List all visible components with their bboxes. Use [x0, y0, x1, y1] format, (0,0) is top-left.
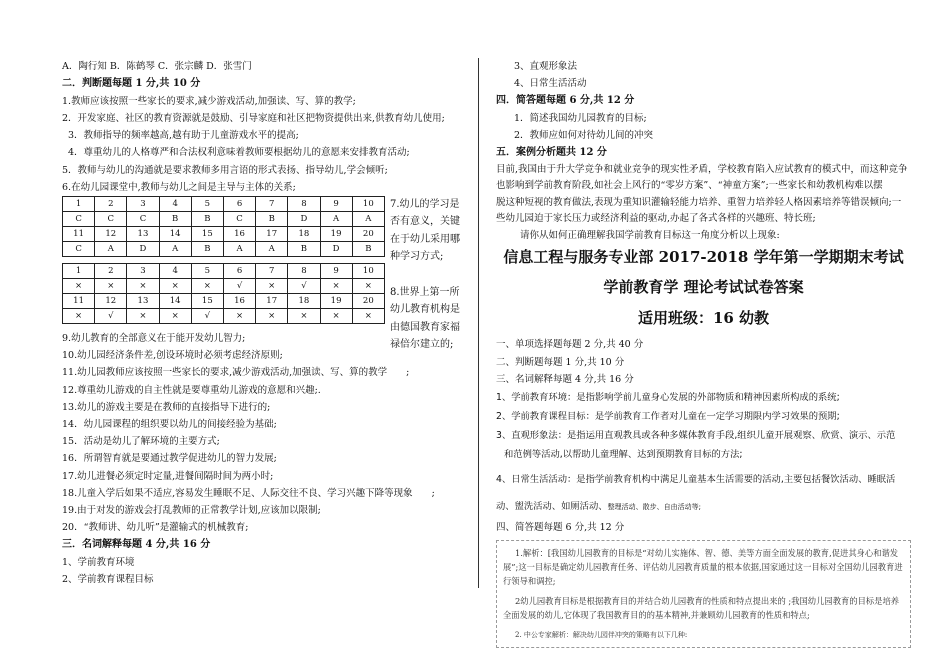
answer-sheet-title: 信息工程与服务专业部 2017-2018 学年第一学期期末考试	[503, 248, 904, 267]
table-cell: ×	[127, 308, 159, 323]
mc-options-line: A．陶行知 B．陈鹤琴 C．张宗麟 D．张雪门	[62, 61, 252, 72]
table-cell: B	[191, 241, 223, 256]
table-cell: D	[288, 211, 320, 226]
definition: 4、日常生活活动：是指学前教育机构中满足儿童基本生活需要的活动,主要包括餐饮活动、睡眠活	[496, 473, 896, 485]
table-cell: C	[127, 211, 159, 226]
table-cell: 18	[288, 226, 320, 241]
table-cell: A	[352, 211, 384, 226]
table-cell: ×	[63, 308, 95, 323]
table-cell: ×	[320, 278, 352, 293]
short-answer-item: 2．教师应如何对待幼儿间的冲突	[514, 130, 654, 142]
tf-item: 6.在幼儿园课堂中,教师与幼儿之间是主导与主体的关系;	[62, 181, 296, 193]
table-row	[63, 241, 385, 256]
table-cell: √	[191, 308, 223, 323]
table-cell: ×	[63, 278, 95, 293]
note-paragraph: 1.解析：[我国幼儿园教育的目标是“对幼儿实施体、智、德、美等方面全面发展的教育,促进其身心和谐发展”;这一目标是确定幼儿园教育任务、评估幼儿园教育质量的根本依据,国家通过这一目标对全国幼儿园教育进行领导和调控;	[503, 548, 903, 587]
table-cell: 2	[95, 196, 127, 211]
answer-notes	[496, 540, 911, 648]
table-cell: 20	[352, 293, 384, 308]
table-cell: ×	[223, 308, 255, 323]
section-2-heading: 二．判断题每题 1 分,共 10 分	[62, 78, 201, 90]
table-cell: 12	[95, 226, 127, 241]
right-column	[496, 58, 911, 648]
tf-item: 1.教师应该按照一些家长的要求,减少游戏活动,加强读、写、算的教学;	[62, 95, 356, 107]
tf-item: 14．幼儿园课程的组织要以幼儿的间接经验为基础;	[62, 418, 277, 430]
section-3-heading: 三．名词解释每题 4 分,共 16 分	[62, 539, 211, 551]
tf-item: 13.幼儿的游戏主要是在教师的直接指导下进行的;	[62, 401, 271, 413]
table-cell: 13	[127, 293, 159, 308]
table-cell: 19	[320, 293, 352, 308]
table-cell: ×	[320, 308, 352, 323]
table-cell: B	[191, 211, 223, 226]
answer-section: 一、单项选择题每题 2 分,共 40 分	[496, 339, 644, 351]
table-cell: D	[127, 241, 159, 256]
table-cell: A	[223, 241, 255, 256]
table-cell: A	[159, 241, 191, 256]
tf-item: 11.幼儿园教师应该按照一些家长的要求,减少游戏活动,加强读、写、算的教学 ;	[62, 367, 410, 379]
table-cell: A	[95, 241, 127, 256]
table-cell: ×	[256, 278, 288, 293]
tf-item: 12.尊重幼儿游戏的自主性就是要尊重幼儿游戏的意愿和兴趣;.	[62, 384, 321, 396]
tf-item: 4．尊重幼儿的人格尊严和合法权利意味着教师要根据幼儿的意愿来安排教育活动;	[68, 147, 410, 159]
tf-item: 17.幼儿进餐必须定时定量,进餐间隔时间为两小时;	[62, 470, 274, 482]
table-cell: B	[256, 211, 288, 226]
term-item: 2、学前教育课程目标	[62, 574, 154, 586]
table-row	[63, 278, 385, 293]
note-paragraph: 2. 中公专家解析：解决幼儿园伴冲突的策略有以下几种:	[515, 631, 688, 640]
table-cell: A	[320, 211, 352, 226]
tf-item: 3．教师指导的频率越高,越有助于儿童游戏水平的提高;	[68, 130, 299, 142]
table-cell: √	[223, 278, 255, 293]
table-cell: C	[63, 241, 95, 256]
table-cell: 4	[159, 196, 191, 211]
table-cell: ×	[159, 278, 191, 293]
tf-item: 2．开发家庭、社区的教育资源就是鼓励、引导家庭和社区把物资提供出来,供教育幼儿使用;	[62, 112, 445, 124]
table-cell: ×	[191, 278, 223, 293]
table-cell: 3	[127, 263, 159, 278]
table-cell: 12	[95, 293, 127, 308]
section-5-heading: 五．案例分析题共 12 分	[496, 147, 607, 159]
table-row	[63, 211, 385, 226]
tf-item: 16．所谓智育就是要通过教学促进幼儿的智力发展;	[62, 453, 277, 465]
tf-item: 15．活动是幼儿了解环境的主要方式;	[62, 436, 220, 448]
table-cell: √	[288, 278, 320, 293]
short-answer-item: 1．简述我国幼儿园教育的目标;	[514, 112, 647, 124]
definition: 和范例等活动,以帮助儿童理解、达到预期教育目标的方法;	[504, 448, 743, 460]
table-cell: 20	[352, 226, 384, 241]
table-cell: C	[95, 211, 127, 226]
case-paragraph: 目前,我国由于升大学竞争和就业竞争的现实性矛盾，学校教育陷入应试教育的模式中，而这种竞争 也影响到学前教育阶段,如社会上风行的“零岁方案”、“神童方案”;一些家长和幼教机构难以摆 脱这种短视的教育做法,表现为重知识灌输轻能力培养、重智力培养轻人格因素培养等错误倾向;一 些幼儿园迫于家长压力或经济利益的驱动,办起了各式各样的兴趣班、特长班; 请你从如何正确理解我国学前教育目标这一角度分析以上现象:	[496, 163, 908, 241]
table-cell: 6	[223, 263, 255, 278]
left-column	[62, 58, 460, 588]
tf-item: 10.幼儿园经济条件差,创设环境时必须考虑经济原则;	[62, 350, 283, 362]
table-row	[63, 308, 385, 323]
table-cell: 2	[95, 263, 127, 278]
table-cell: C	[223, 211, 255, 226]
table-cell: ×	[127, 278, 159, 293]
table-row	[63, 263, 385, 278]
table-cell: 13	[127, 226, 159, 241]
table-cell: 14	[159, 293, 191, 308]
tf-item: 5．教师与幼儿的沟通就是要求教师多用言语的形式表扬、指导幼儿,学会倾听;	[62, 164, 388, 176]
table-cell: 7	[256, 196, 288, 211]
tf-item: 20．“教师讲、幼儿听”是灌输式的机械教育;	[62, 522, 249, 534]
table-cell: 4	[159, 263, 191, 278]
table-cell: 1	[63, 196, 95, 211]
tf-item: 9.幼儿教育的全部意义在于能开发幼儿智力;	[62, 332, 246, 344]
answer-section: 四、简答题每题 6 分,共 12 分	[496, 521, 625, 533]
tf-item-7-side: 7.幼儿的学习是否有意义，关键在于幼儿采用哪种学习方式;	[390, 198, 460, 263]
table-cell: 8	[288, 263, 320, 278]
table-cell: 1	[63, 263, 95, 278]
table-cell: 11	[63, 293, 95, 308]
table-cell: 18	[288, 293, 320, 308]
table-cell: 9	[320, 263, 352, 278]
table-row	[63, 293, 385, 308]
table-cell: B	[159, 211, 191, 226]
table-cell: √	[95, 308, 127, 323]
table-cell: 16	[223, 226, 255, 241]
answer-section: 二、判断题每题 1 分,共 10 分	[496, 356, 625, 368]
table-cell: ×	[256, 308, 288, 323]
answer-sheet-class: 适用班级：16 幼教	[637, 309, 770, 328]
table-cell: 6	[223, 196, 255, 211]
table-cell: ×	[352, 278, 384, 293]
table-row	[63, 226, 385, 241]
table-cell: 3	[127, 196, 159, 211]
table-cell: 5	[191, 196, 223, 211]
column-divider	[478, 58, 479, 588]
table-cell: 15	[191, 226, 223, 241]
table-cell: 14	[159, 226, 191, 241]
table-cell: 5	[191, 263, 223, 278]
answer-sheet-subtitle: 学前教育学 理论考试试卷答案	[603, 278, 804, 297]
table-cell: B	[352, 241, 384, 256]
section-4-heading: 四．简答题每题 6 分,共 12 分	[496, 95, 635, 107]
term-item: 1、学前教育环境	[62, 556, 135, 568]
table-cell: ×	[288, 308, 320, 323]
table-cell: D	[320, 241, 352, 256]
definition: 2、学前教育课程目标：是学前教育工作者对儿童在一定学习期限内学习效果的预期;	[496, 410, 840, 422]
table-cell: 10	[352, 196, 384, 211]
table-cell: A	[256, 241, 288, 256]
answer-section: 三、名词解释每题 4 分,共 16 分	[496, 373, 634, 385]
table-cell: 19	[320, 226, 352, 241]
tf-item: 19.由于对发的游戏会打乱教师的正常教学计划,应该加以限制;	[62, 504, 321, 516]
definition: 3、直观形象法：是指运用直观教具或各种多媒体教育手段,组织儿童开展观察、欣赏、演示、示范	[496, 429, 896, 441]
note-paragraph: 2幼儿园教育目标是根据教育目的并结合幼儿园教育的性质和特点提出来的 ;我国幼儿园教育的目标是培养全面发展的幼儿,它体现了我国教育目的的基本精神,并兼顾幼儿园教育的性质和特点;	[503, 596, 900, 621]
table-cell: 17	[256, 293, 288, 308]
definition: 动、盥洗活动、如厕活动、整理活动、散步、自由活动等;	[496, 500, 701, 512]
table-cell: ×	[95, 278, 127, 293]
definition: 1、学前教育环境：是指影响学前儿童身心发展的外部物质和精神因素所构成的系统;	[496, 391, 840, 403]
table-cell: 17	[256, 226, 288, 241]
tf-answer-table	[62, 263, 385, 324]
table-cell: 10	[352, 263, 384, 278]
table-row	[63, 196, 385, 211]
table-cell: 15	[191, 293, 223, 308]
term-item: 3、直观形象法	[514, 61, 578, 72]
table-cell: B	[288, 241, 320, 256]
table-cell: 9	[320, 196, 352, 211]
tf-item: 18.儿童入学后如果不适应,容易发生睡眠不足、人际交往不良、学习兴趣下降等现象 ;	[62, 487, 435, 499]
table-cell: ×	[159, 308, 191, 323]
tf-item-8-side: 8.世界上第一所幼儿教育机构是由德国教育家福禄倍尔建立的;	[390, 286, 460, 351]
table-cell: 8	[288, 196, 320, 211]
table-cell: 7	[256, 263, 288, 278]
term-item: 4、日常生活活动	[514, 78, 587, 90]
table-cell: 16	[223, 293, 255, 308]
table-cell: C	[63, 211, 95, 226]
mc-answer-table	[62, 196, 385, 257]
table-cell: 11	[63, 226, 95, 241]
table-cell: ×	[352, 308, 384, 323]
